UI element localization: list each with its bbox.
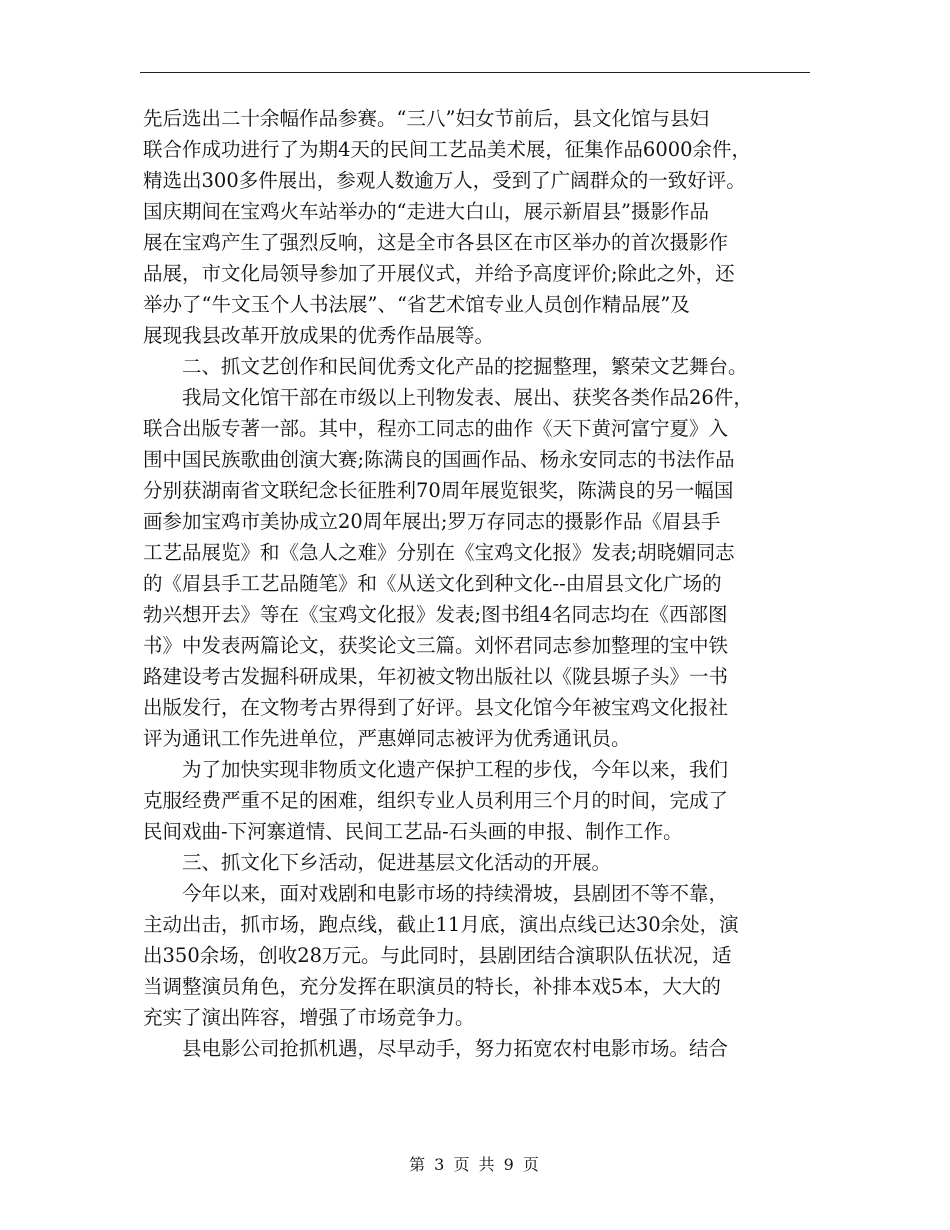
text-line: 的《眉县手工艺品随笔》和《从送文化到种文化--由眉县文化广场的: [143, 572, 722, 595]
text-line: 出350余场，创收28万元。与此同时，县剧团结合演职队伍状况，适: [143, 944, 732, 967]
text-line: 围中国民族歌曲创演大赛;陈满良的国画作品、杨永安同志的书法作品: [143, 448, 735, 471]
text-line: 充实了演出阵容，增强了市场竞争力。: [143, 1006, 475, 1029]
text-line: 品展，市文化局领导参加了开展仪式，并给予高度评价;除此之外，还: [143, 262, 735, 285]
text-line: 我局文化馆干部在市级以上刊物发表、展出、获奖各类作品26件，: [182, 386, 753, 409]
text-line: 分别获湖南省文联纪念长征胜利70周年展览银奖，陈满良的另一幅国: [143, 479, 734, 502]
body-text: [143, 103, 811, 1064]
text-line: 国庆期间在宝鸡火车站举办的“走进大白山，展示新眉县”摄影作品: [143, 200, 709, 223]
text-line: 勃兴想开去》等在《宝鸡文化报》发表;图书组4名同志均在《西部图: [143, 603, 728, 626]
text-line: 民间戏曲-下河寨道情、民间工艺品-石头画的申报、制作工作。: [143, 820, 683, 843]
text-line: 出版发行，在文物考古界得到了好评。县文化馆今年被宝鸡文化报社: [143, 696, 729, 719]
text-line: 举办了“牛文玉个人书法展”、“省艺术馆专业人员创作精品展”及: [143, 293, 690, 316]
text-line: 展现我县改革开放成果的优秀作品展等。: [143, 324, 495, 347]
text-line: 为了加快实现非物质文化遗产保护工程的步伐，今年以来，我们: [182, 758, 729, 781]
text-line: 路建设考古发掘科研成果，年初被文物出版社以《陇县塬子头》一书: [143, 665, 729, 688]
text-line: 评为通讯工作先进单位，严惠婵同志被评为优秀通讯员。: [143, 727, 631, 750]
text-line: 书》中发表两篇论文，获奖论文三篇。刘怀君同志参加整理的宝中铁: [143, 634, 729, 657]
page-number-footer: 第 3 页 共 9 页: [409, 1155, 541, 1174]
text-line: 先后选出二十余幅作品参赛。“三八”妇女节前后，县文化馆与县妇: [143, 107, 709, 130]
text-line: 联合出版专著一部。其中，程亦工同志的曲作《天下黄河富宁夏》入: [143, 417, 729, 440]
text-line: 主动出击，抓市场，跑点线，截止11月底，演出点线已达30余处，演: [143, 913, 739, 936]
text-line: 当调整演员角色，充分发挥在职演员的特长，补排本戏5本，大大的: [143, 975, 721, 998]
section-heading: 三、抓文化下乡活动，促进基层文化活动的开展。: [182, 851, 612, 874]
text-line: 精选出300多件展出，参观人数逾万人，受到了广阔群众的一致好评。: [143, 169, 746, 192]
text-line: 工艺品展览》和《急人之难》分别在《宝鸡文化报》发表;胡晓媚同志: [143, 541, 735, 564]
section-heading: 二、抓文艺创作和民间优秀文化产品的挖掘整理，繁荣文艺舞台。: [182, 355, 748, 378]
header-rule: [140, 72, 810, 73]
text-line: 今年以来，面对戏剧和电影市场的持续滑坡，县剧团不等不靠，: [182, 882, 729, 905]
text-line: 展在宝鸡产生了强烈反响，这是全市各县区在市区举办的首次摄影作: [143, 231, 729, 254]
text-line: 县电影公司抢抓机遇，尽早动手，努力拓宽农村电影市场。结合: [182, 1037, 729, 1060]
text-line: 克服经费严重不足的困难，组织专业人员利用三个月的时间，完成了: [143, 789, 729, 812]
text-line: 画参加宝鸡市美协成立20周年展出;罗万存同志的摄影作品《眉县手: [143, 510, 721, 533]
text-line: 联合作成功进行了为期4天的民间工艺品美术展，征集作品6000余件，: [143, 138, 752, 161]
